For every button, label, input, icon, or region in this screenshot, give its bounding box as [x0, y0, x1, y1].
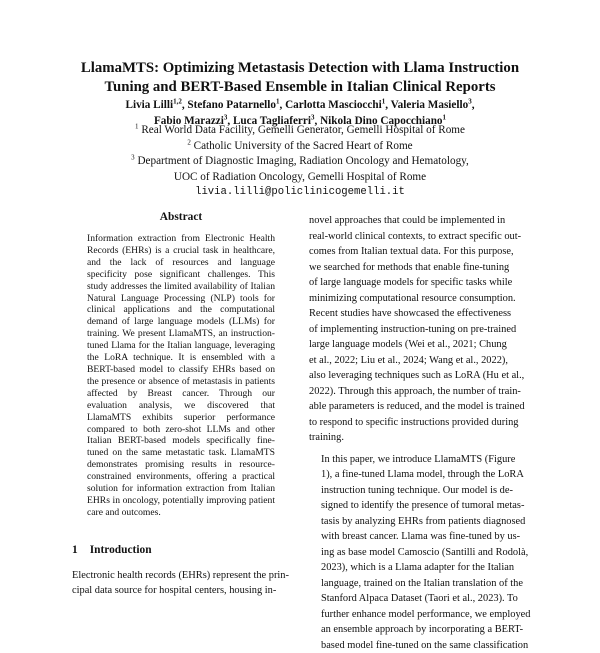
text-line: with breast cancer. Llama was fine-tuned by us- — [309, 529, 528, 545]
author-name: Luca Tagliaferri — [233, 115, 311, 127]
author-name: Livia Lilli — [126, 99, 174, 111]
abstract-heading: Abstract — [86, 211, 276, 223]
text-line: of implementing instruction-tuning on pre-trained — [309, 322, 528, 338]
text-line: we searched for methods that enable fine-tuning — [309, 260, 528, 276]
text-line: large language models (Wei et al., 2021; Chung — [309, 337, 528, 353]
text-line: real-world clinical contexts, to extract specific out- — [309, 229, 528, 245]
affiliation-text: Catholic University of the Sacred Heart of Rome — [194, 140, 413, 152]
text-line: In this paper, we introduce LlamaMTS (Figure — [309, 452, 528, 468]
author-affiliation-mark: 1 — [382, 97, 386, 105]
text-line: 2023), which is a Llama adapter for the Italian — [309, 560, 528, 576]
introduction-text — [72, 568, 290, 599]
right-column-text — [309, 213, 528, 653]
affiliation-number: 2 — [187, 138, 191, 146]
author-affiliation-mark: 1 — [443, 113, 447, 121]
section-heading-introduction — [72, 544, 152, 556]
text-line: also leveraging techniques such as LoRA (Hu et al., — [309, 368, 528, 384]
paper-title — [40, 59, 560, 97]
text-line: to respond to specific instructions provided during — [309, 415, 528, 431]
affiliation-3-continued: UOC of Radiation Oncology, Gemelli Hospital of Rome — [40, 170, 560, 186]
text-line: of large language models for specific tasks while — [309, 275, 528, 291]
text-line: tasis by analyzing EHRs from patients diagnosed — [309, 514, 528, 530]
affiliation-number: 1 — [135, 122, 139, 130]
author-affiliation-mark: 3 — [311, 113, 315, 121]
text-line: further enhance model performance, we employed — [309, 607, 528, 623]
author-name: Fabio Marazzi — [154, 115, 224, 127]
text-line: et al., 2022; Liu et al., 2024; Wang et al., 2022), — [309, 353, 528, 369]
text-line: 1), a fine-tuned Llama model, through the LoRA — [309, 467, 528, 483]
text-line: minimizing computational resource consumption. — [309, 291, 528, 307]
affiliation-2 — [40, 139, 560, 155]
author-email[interactable]: livia.lilli@policlinicogemelli.it — [40, 185, 560, 201]
text-line: able parameters is reduced, and the model is trained — [309, 399, 528, 415]
author-affiliation-mark: 3 — [468, 97, 472, 105]
text-line: novel approaches that could be implemented in — [309, 213, 528, 229]
text-line: comes from Italian textual data. For this purpose, — [309, 244, 528, 260]
text-line: based model fine-tuned on the same classification — [309, 638, 528, 653]
author-affiliation-mark: 1 — [276, 97, 280, 105]
affiliations — [40, 123, 560, 201]
text-line: Electronic health records (EHRs) represent the prin- — [72, 568, 290, 583]
text-line: 2022). Through this approach, the number of train- — [309, 384, 528, 400]
author-affiliation-mark: 1,2 — [173, 97, 182, 105]
text-line: training. — [309, 430, 528, 446]
affiliation-text: Real World Data Facility, Gemelli Generator, Gemelli Hospital of Rome — [141, 124, 465, 136]
section-number: 1 — [72, 544, 78, 556]
authors-line-1: Livia Lilli$^{1,2}$, Stefano Patarnello$^1$, Carlotta Masciocchi$^1$, Valeria Masiello$^3$, — [40, 97, 560, 113]
text-line: Stanford Alpaca Dataset (Taori et al., 2023). To — [309, 591, 528, 607]
section-title: Introduction — [90, 544, 152, 556]
affiliation-number: 3 — [131, 153, 135, 161]
title-line-1: LlamaMTS: Optimizing Metastasis Detection with Llama Instruction — [40, 59, 560, 78]
text-line: language, trained on the Italian translation of the — [309, 576, 528, 592]
text-line: ing as base model Camoscio (Santilli and Rodolà, — [309, 545, 528, 561]
text-line: Recent studies have showcased the effectiveness — [309, 306, 528, 322]
authors-line-2: Fabio Marazzi$^3$, Luca Tagliaferri$^3$, Nikola Dino Capocchiano$^1$ — [40, 113, 560, 129]
author-name: Nikola Dino Capocchiano — [320, 115, 442, 127]
author-affiliation-mark: 3 — [224, 113, 228, 121]
affiliation-text: Department of Diagnostic Imaging, Radiation Oncology and Hematology, — [137, 155, 468, 167]
paragraph — [309, 452, 528, 653]
title-line-2: Tuning and BERT-Based Ensemble in Italian Clinical Reports — [40, 78, 560, 97]
text-line: cipal data source for hospital centers, housing in- — [72, 583, 290, 598]
text-line: an ensemble approach by incorporating a BERT- — [309, 622, 528, 638]
affiliation-1 — [40, 123, 560, 139]
text-line: instruction tuning technique. Our model is de- — [309, 483, 528, 499]
author-name: Stefano Patarnello — [187, 99, 276, 111]
author-name: Carlotta Masciocchi — [285, 99, 382, 111]
paragraph — [309, 213, 528, 446]
abstract-body: Information extraction from Electronic Health Records (EHRs) is a crucial task in healthcare, and the lack of resources and language specificity pose significant challenges. This study addresses the limited availability of Italian Natural Language Processing (NLP) tools for clinical applications and the computational demand of large language models (LLMs) for training. We present LlamaMTS, an instruction-tuned Llama for the Italian language, leveraging the LoRA technique. It is ensembled with a BERT-based model to classify EHRs based on the presence or absence of metastasis in patients affected by Breast cancer. Through our evaluation analysis, we discovered that LlamaMTS exhibits superior performance compared to both zero-shot LLMs and other Italian BERT-based models specifically fine-tuned on the same metastatic task. LlamaMTS demonstrates promising results in resource-constrained environments, offering a practical solution for information extraction from Italian EHRs in oncology, potentially improving patient care and outcomes. — [87, 233, 275, 519]
text-line: signed to identify the presence of tumoral metas- — [309, 498, 528, 514]
author-name: Valeria Masiello — [391, 99, 469, 111]
affiliation-3 — [40, 154, 560, 170]
